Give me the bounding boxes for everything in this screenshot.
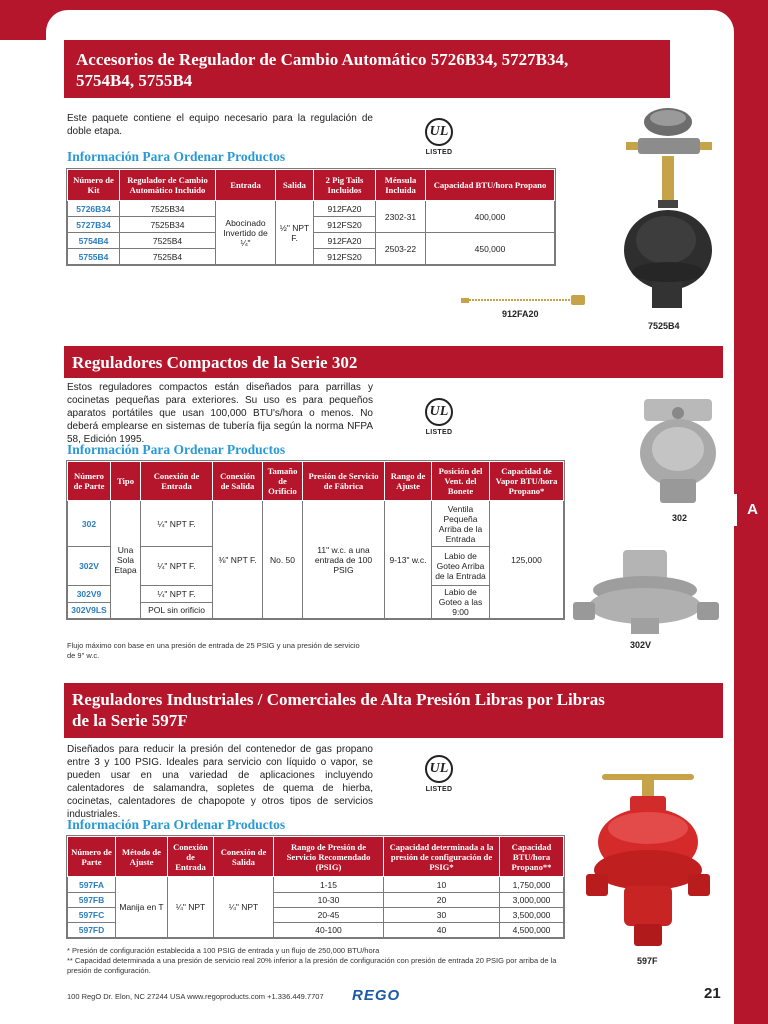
footer-address: 100 RegO Dr. Elon, NC 27244 USA www.regoproducts.com +1.336.449.7707	[67, 992, 324, 1001]
industrial-th-2: Conexión de Entrada	[168, 837, 214, 877]
caption-597f: 597F	[637, 956, 658, 966]
ul-listed-mark-1	[420, 118, 460, 162]
kit-th-0: Número de Kit	[68, 170, 120, 201]
kit-number[interactable]: 5726B34	[68, 201, 120, 217]
kit-th-5: Ménsula Incluida	[376, 170, 426, 201]
ul-icon: UL	[425, 755, 453, 783]
compact-entrada: ¼" NPT F.	[141, 586, 213, 603]
kit-th-4: 2 Pig Tails Incluidos	[314, 170, 376, 201]
kit-regulator: 7525B4	[120, 249, 216, 265]
kit-pigtail: 912FA20	[314, 233, 376, 249]
industrial-rango: 20-45	[274, 908, 384, 923]
regulator-7525b4-image	[618, 100, 723, 318]
kit-regulator: 7525B4	[120, 233, 216, 249]
compact-entrada: ¼" NPT F.	[141, 501, 213, 547]
kit-mensula-a: 2302-31	[376, 201, 426, 233]
industrial-conf: 30	[384, 908, 500, 923]
compact-orificio: No. 50	[263, 501, 303, 619]
kit-th-6: Capacidad BTU/hora Propano	[426, 170, 555, 201]
caption-912fa20: 912FA20	[502, 309, 539, 319]
industrial-salida: ¼" NPT	[214, 877, 274, 938]
industrial-th-1: Método de Ajuste	[116, 837, 168, 877]
table-row	[68, 501, 564, 547]
industrial-btu: 3,000,000	[500, 893, 564, 908]
compact-th-1: Tipo	[111, 462, 141, 501]
section1-description: Este paquete contiene el equipo necesario para la regulación de doble etapa.	[67, 113, 373, 137]
kit-capacity-a: 400,000	[426, 201, 555, 233]
kit-capacity-b: 450,000	[426, 233, 555, 265]
section2-footnote: Flujo máximo con base en una presión de entrada de 25 PSIG y una presión de servicio de 9" w.c.	[67, 641, 360, 660]
section1-title-line2: 5754B4, 5755B4	[76, 71, 193, 90]
compact-vent: Ventila Pequeña Arriba de la Entrada	[432, 501, 490, 547]
compact-th-5: Presión de Servicio de Fábrica	[303, 462, 385, 501]
ul-listed-label: LISTED	[425, 149, 453, 156]
compact-entrada: POL sin orificio	[141, 602, 213, 619]
caption-302: 302	[672, 513, 688, 523]
section3-title-line2: de la Serie 597F	[72, 711, 188, 730]
section2-subhead: Información Para Ordenar Productos	[67, 442, 286, 457]
section3-subhead: Información Para Ordenar Productos	[67, 817, 286, 832]
part-number[interactable]: 597FC	[68, 908, 116, 923]
industrial-th-0: Número de Parte	[68, 837, 116, 877]
pigtail-912fa20-image	[459, 292, 589, 308]
table-row	[68, 201, 555, 217]
section3-header	[64, 683, 723, 738]
right-side-bar	[734, 0, 768, 1024]
industrial-conf: 10	[384, 877, 500, 893]
industrial-th-3: Conexión de Salida	[214, 837, 274, 877]
rego-logo[interactable]: REGO	[352, 987, 401, 1004]
kit-number[interactable]: 5755B4	[68, 249, 120, 265]
compact-presion: 11" w.c. a una entrada de 100 PSIG	[303, 501, 385, 619]
industrial-regulator-table	[67, 836, 564, 938]
kit-pigtail: 912FS20	[314, 249, 376, 265]
part-number[interactable]: 302V9LS	[68, 602, 111, 619]
regulator-302v-image	[571, 546, 721, 641]
industrial-btu: 3,500,000	[500, 908, 564, 923]
part-number[interactable]: 597FA	[68, 877, 116, 893]
kit-mensula-b: 2503-22	[376, 233, 426, 265]
compact-th-4: Tamaño de Orificio	[263, 462, 303, 501]
caption-302v: 302V	[630, 640, 652, 650]
part-number[interactable]: 302V	[68, 547, 111, 586]
industrial-entrada: ¼" NPT	[168, 877, 214, 938]
part-number[interactable]: 302	[68, 501, 111, 547]
section2-header	[64, 346, 723, 378]
section3-title-line1: Reguladores Industriales / Comerciales de Alta Presión Libras por Libras	[72, 690, 605, 709]
part-number[interactable]: 597FB	[68, 893, 116, 908]
compact-regulator-table	[67, 461, 564, 619]
kit-th-1: Regulador de Cambio Automático Incluido	[120, 170, 216, 201]
compact-th-3: Conexión de Salida	[213, 462, 263, 501]
section3-footnote-2: ** Capacidad determinada a una presión de servicio real 20% inferior a la presión de configuración con presión de entrada 20 PSIG por arriba de la presión de configuración.	[67, 956, 557, 975]
regulator-597f-image	[584, 766, 714, 954]
ul-icon: UL	[425, 398, 453, 426]
industrial-rango: 1-15	[274, 877, 384, 893]
kit-pigtail: 912FA20	[314, 201, 376, 217]
page-number: 21	[704, 985, 721, 1002]
table-row	[68, 877, 564, 893]
caption-7525b4: 7525B4	[648, 321, 680, 331]
compact-entrada: ¼" NPT F.	[141, 547, 213, 586]
ul-listed-mark-2	[420, 398, 460, 442]
section3-footnote-1: * Presión de configuración establecida a 100 PSIG de entrada y un flujo de 250,000 BTU/hora	[67, 946, 380, 955]
section1-header	[64, 40, 670, 98]
section-tab-letter: A	[747, 501, 758, 518]
section2-title: Reguladores Compactos de la Serie 302	[72, 353, 358, 372]
compact-rango: 9-13" w.c.	[385, 501, 432, 619]
section3-description: Diseñados para reducir la presión del contenedor de gas propano entre 3 y 100 PSIG. Ideales para servicio con líquido o vapor, se pueden usar en una variedad de aplicaciones incluyendo calentadores de salamandra, sopletes de quema de hierba, cocinetas, calentadores de chapopote y otros tipos de servicios industriales.	[67, 744, 373, 820]
kit-regulator: 7525B34	[120, 201, 216, 217]
industrial-conf: 20	[384, 893, 500, 908]
kit-regulator: 7525B34	[120, 217, 216, 233]
kit-entrada: Abocinado Invertido de ¼"	[216, 201, 276, 265]
industrial-th-6: Capacidad BTU/hora Propano**	[500, 837, 564, 877]
kit-th-3: Salida	[276, 170, 314, 201]
section-tab[interactable]	[734, 494, 768, 526]
section1-title-line1: Accesorios de Regulador de Cambio Automático 5726B34, 5727B34,	[76, 50, 569, 69]
compact-th-7: Posición del Vent. del Bonete	[432, 462, 490, 501]
section1-subhead: Información Para Ordenar Productos	[67, 149, 286, 164]
compact-capacidad: 125,000	[490, 501, 564, 619]
industrial-metodo: Manija en T	[116, 877, 168, 938]
kit-pigtail: 912FS20	[314, 217, 376, 233]
section2-description: Estos reguladores compactos están diseñados para parrillas y cocinetas pequeñas para exteriores. Su uso es para pequeños aparatos portátiles que usan 100,000 BTU's/hora o menos. No deberá emplearse en sistemas de tubería fija según la norma NFPA 58, Edición 1995.	[67, 382, 373, 445]
compact-th-8: Capacidad de Vapor BTU/hora Propano*	[490, 462, 564, 501]
regulator-302-image	[634, 393, 724, 508]
part-number[interactable]: 302V9	[68, 586, 111, 603]
kit-number[interactable]: 5727B34	[68, 217, 120, 233]
ul-listed-mark-3	[420, 755, 460, 799]
compact-th-6: Rango de Ajuste	[385, 462, 432, 501]
ul-icon: UL	[425, 118, 453, 146]
industrial-btu: 4,500,000	[500, 923, 564, 938]
part-number[interactable]: 597FD	[68, 923, 116, 938]
industrial-rango: 40-100	[274, 923, 384, 938]
kit-table	[67, 169, 555, 265]
compact-salida: ⅜" NPT F.	[213, 501, 263, 619]
compact-vent: Labio de Goteo Arriba de la Entrada	[432, 547, 490, 586]
kit-salida: ½" NPT F.	[276, 201, 314, 265]
ul-listed-label: LISTED	[425, 786, 453, 793]
industrial-btu: 1,750,000	[500, 877, 564, 893]
compact-th-0: Número de Parte	[68, 462, 111, 501]
compact-tipo: Una Sola Etapa	[111, 501, 141, 619]
kit-number[interactable]: 5754B4	[68, 233, 120, 249]
compact-vent: Labio de Goteo a las 9:00	[432, 586, 490, 619]
industrial-rango: 10-30	[274, 893, 384, 908]
compact-th-2: Conexión de Entrada	[141, 462, 213, 501]
industrial-th-5: Capacidad determinada a la presión de configuración de PSIG*	[384, 837, 500, 877]
kit-th-2: Entrada	[216, 170, 276, 201]
industrial-conf: 40	[384, 923, 500, 938]
industrial-th-4: Rango de Presión de Servicio Recomendado (PSIG)	[274, 837, 384, 877]
ul-listed-label: LISTED	[425, 429, 453, 436]
